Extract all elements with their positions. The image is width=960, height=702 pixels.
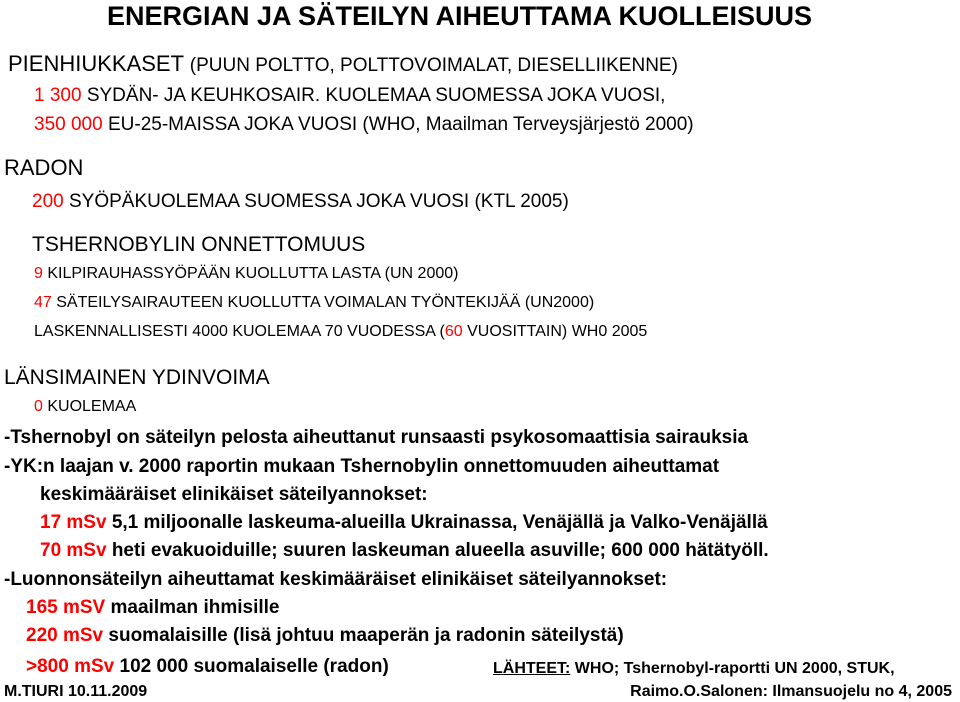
pienhiukkaset-line-2 bbox=[34, 115, 694, 134]
lansimainen-number-1: 0 bbox=[34, 398, 43, 415]
sources-line-2: Raimo.O.Salonen: Ilmansuojelu no 4, 2005 bbox=[630, 683, 952, 700]
footer-author: M.TIURI 10.11.2009 bbox=[4, 683, 148, 700]
pienhiukkaset-text-1: SYDÄN- JA KEUHKOSAIR. KUOLEMAA SUOMESSA JOKA VUOSI, bbox=[86, 85, 666, 106]
body-text-5: heti evakuoiduille; suuren laskeuman alueella asuville; 600 000 hätätyöll. bbox=[106, 540, 769, 561]
dose-800msv: >800 mSv bbox=[26, 656, 115, 677]
lansimainen-heading: LÄNSIMAINEN YDINVOIMA bbox=[4, 366, 270, 389]
body-text-4: 5,1 miljoonalle laskeuma-alueilla Ukrainassa, Venäjällä ja Valko-Venäjällä bbox=[106, 512, 768, 533]
sources-line-1 bbox=[493, 661, 895, 677]
lansimainen-line-1 bbox=[34, 399, 136, 415]
body-text-9: 102 000 suomalaiselle (radon) bbox=[114, 656, 389, 677]
tshernobyl-text-3b: VUOSITTAIN) WH0 2005 bbox=[462, 323, 648, 340]
radon-number-1: 200 bbox=[32, 191, 64, 212]
body-text-7: maailman ihmisille bbox=[105, 597, 280, 618]
tshernobyl-line-3 bbox=[34, 324, 647, 340]
body-line-4 bbox=[40, 513, 768, 532]
pienhiukkaset-subheading: (PUUN POLTTO, POLTTOVOIMALAT, DIESELLIIKENNE) bbox=[189, 55, 678, 76]
tshernobyl-line-2 bbox=[34, 295, 594, 311]
sources-label: LÄHTEET: bbox=[493, 660, 571, 677]
tshernobyl-number-3: 60 bbox=[444, 323, 463, 340]
pienhiukkaset-heading-row bbox=[8, 53, 678, 75]
pienhiukkaset-heading: PIENHIUKKASET bbox=[8, 51, 184, 76]
dose-165msv: 165 mSV bbox=[26, 597, 106, 618]
body-text-8: suomalaisille (lisä johtuu maaperän ja radonin säteilystä) bbox=[103, 625, 624, 646]
radon-text-1: SYÖPÄKUOLEMAA SUOMESSA JOKA VUOSI (KTL 2005) bbox=[68, 191, 569, 212]
tshernobyl-number-2: 47 bbox=[34, 294, 52, 311]
tshernobyl-text-3a: LASKENNALLISESTI 4000 KUOLEMAA 70 VUODESSA ( bbox=[34, 323, 445, 340]
tshernobyl-text-1: KILPIRAUHASSYÖPÄÄN KUOLLUTTA LASTA (UN 2000) bbox=[47, 265, 459, 282]
pienhiukkaset-number-1: 1 300 bbox=[34, 85, 82, 106]
body-line-2: -YK:n laajan v. 2000 raportin mukaan Tshernobylin onnettomuuden aiheuttamat bbox=[4, 456, 720, 477]
radon-heading: RADON bbox=[4, 155, 84, 180]
body-line-1: -Tshernobyl on säteilyn pelosta aiheuttanut runsaasti psykosomaattisia sairauksia bbox=[4, 427, 749, 448]
body-line-8 bbox=[26, 626, 624, 645]
lansimainen-text-1: KUOLEMAA bbox=[47, 398, 137, 415]
tshernobyl-heading: TSHERNOBYLIN ONNETTOMUUS bbox=[32, 233, 366, 256]
pienhiukkaset-line-1 bbox=[34, 86, 665, 105]
dose-220msv: 220 mSv bbox=[26, 625, 104, 646]
radon-line-1 bbox=[32, 192, 569, 211]
tshernobyl-text-2: SÄTEILYSAIRAUTEEN KUOLLUTTA VOIMALAN TYÖNTEKIJÄÄ (UN2000) bbox=[56, 294, 595, 311]
body-line-6: -Luonnonsäteilyn aiheuttamat keskimääräiset elinikäiset säteilyannokset: bbox=[4, 569, 668, 590]
body-line-3: keskimääräiset elinikäiset säteilyannokset: bbox=[40, 484, 428, 505]
dose-17msv: 17 mSv bbox=[40, 512, 107, 533]
body-line-7 bbox=[26, 598, 279, 617]
body-line-9 bbox=[26, 657, 389, 676]
sources-text-1: WHO; Tshernobyl-raportti UN 2000, STUK, bbox=[574, 660, 895, 677]
tshernobyl-number-1: 9 bbox=[34, 265, 43, 282]
page-title: ENERGIAN JA SÄTEILYN AIHEUTTAMA KUOLLEISUUS bbox=[107, 1, 813, 31]
tshernobyl-line-1 bbox=[34, 266, 458, 282]
pienhiukkaset-number-2: 350 000 bbox=[34, 114, 103, 135]
pienhiukkaset-text-2: EU-25-MAISSA JOKA VUOSI (WHO, Maailman Terveysjärjestö 2000) bbox=[107, 114, 694, 135]
body-line-5 bbox=[40, 541, 769, 560]
dose-70msv: 70 mSv bbox=[40, 540, 107, 561]
